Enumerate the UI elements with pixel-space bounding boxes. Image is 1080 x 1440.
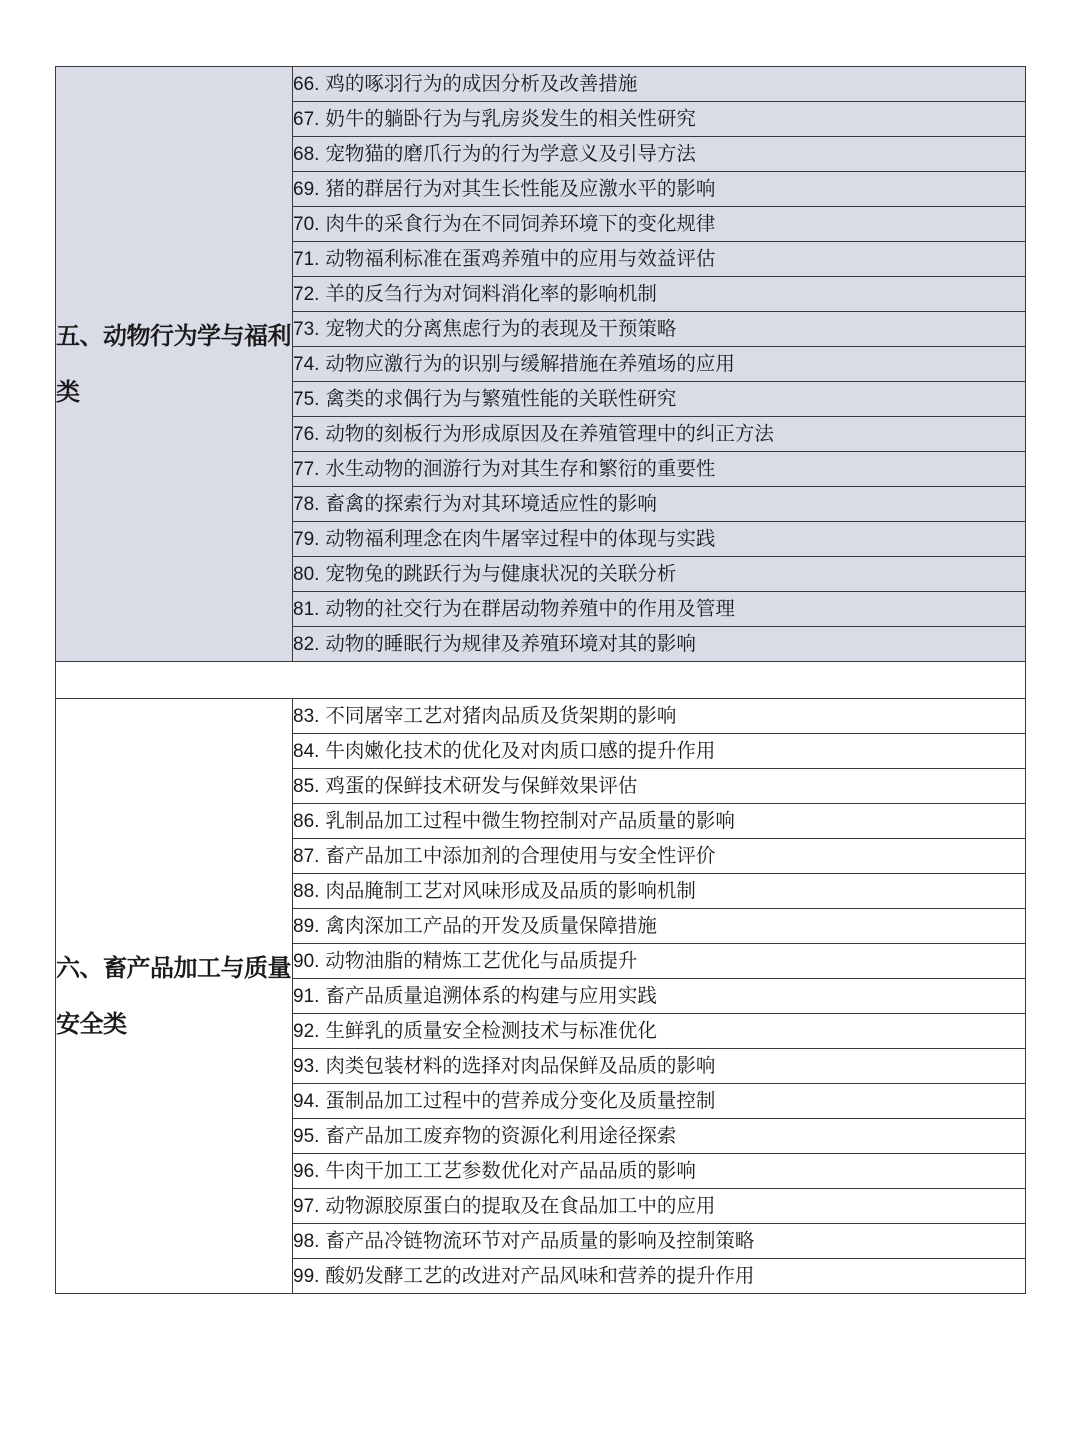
- topic-cell: [293, 839, 1026, 874]
- topic-title: 禽类的求偶行为与繁殖性能的关联性研究: [325, 387, 677, 410]
- topic-title: 动物油脂的精炼工艺优化与品质提升: [325, 949, 638, 972]
- topic-title: 禽肉深加工产品的开发及质量保障措施: [325, 914, 657, 937]
- topic-cell: [293, 1014, 1026, 1049]
- topic-title: 动物福利标准在蛋鸡养殖中的应用与效益评估: [325, 247, 716, 270]
- topic-cell: [293, 1084, 1026, 1119]
- topic-number: 79.: [293, 529, 320, 550]
- topic-number: 71.: [293, 249, 320, 270]
- topic-cell: [293, 242, 1026, 277]
- topic-cell: [293, 909, 1026, 944]
- topic-cell: [293, 1224, 1026, 1259]
- topic-cell: [293, 452, 1026, 487]
- topic-number: 82.: [293, 634, 320, 655]
- topic-title: 动物应激行为的识别与缓解措施在养殖场的应用: [325, 352, 735, 375]
- topic-cell: [293, 804, 1026, 839]
- topic-cell: [293, 699, 1026, 734]
- topic-cell: [293, 979, 1026, 1014]
- topic-title: 鸡蛋的保鲜技术研发与保鲜效果评估: [325, 774, 638, 797]
- topic-title: 畜产品加工中添加剂的合理使用与安全性评价: [325, 844, 716, 867]
- topic-cell: [293, 1259, 1026, 1294]
- topic-number: 87.: [293, 846, 320, 867]
- topic-number: 93.: [293, 1056, 320, 1077]
- topic-number: 84.: [293, 741, 320, 762]
- topic-number: 91.: [293, 986, 320, 1007]
- topic-title: 奶牛的躺卧行为与乳房炎发生的相关性研究: [325, 107, 696, 130]
- section-spacer-row: [56, 662, 1026, 699]
- topic-title: 猪的群居行为对其生长性能及应激水平的影响: [325, 177, 716, 200]
- topic-cell: [293, 382, 1026, 417]
- topic-cell: [293, 734, 1026, 769]
- topic-number: 85.: [293, 776, 320, 797]
- topic-cell: [293, 67, 1026, 102]
- table-row: [56, 67, 1026, 102]
- topic-title: 肉品腌制工艺对风味形成及品质的影响机制: [325, 879, 696, 902]
- table-row: [56, 699, 1026, 734]
- topic-number: 88.: [293, 881, 320, 902]
- topic-cell: [293, 1154, 1026, 1189]
- topic-number: 66.: [293, 74, 320, 95]
- topic-cell: [293, 277, 1026, 312]
- topic-cell: [293, 207, 1026, 242]
- topic-number: 98.: [293, 1231, 320, 1252]
- topic-number: 70.: [293, 214, 320, 235]
- topic-title: 牛肉嫩化技术的优化及对肉质口感的提升作用: [325, 739, 716, 762]
- topic-number: 96.: [293, 1161, 320, 1182]
- topic-number: 89.: [293, 916, 320, 937]
- topics-table: [55, 66, 1026, 1294]
- topic-title: 肉牛的采食行为在不同饲养环境下的变化规律: [325, 212, 716, 235]
- topic-cell: [293, 592, 1026, 627]
- topic-cell: [293, 1119, 1026, 1154]
- topic-cell: [293, 312, 1026, 347]
- topic-title: 水生动物的洄游行为对其生存和繁衍的重要性: [325, 457, 716, 480]
- topic-cell: [293, 172, 1026, 207]
- topic-number: 67.: [293, 109, 320, 130]
- topic-cell: [293, 102, 1026, 137]
- topic-cell: [293, 1189, 1026, 1224]
- topic-title: 畜禽的探索行为对其环境适应性的影响: [325, 492, 657, 515]
- topic-title: 畜产品质量追溯体系的构建与应用实践: [325, 984, 657, 1007]
- topic-number: 97.: [293, 1196, 320, 1217]
- spacer-cell: [56, 662, 1026, 699]
- topic-number: 95.: [293, 1126, 320, 1147]
- topic-number: 78.: [293, 494, 320, 515]
- topic-cell: [293, 487, 1026, 522]
- topic-title: 动物源胶原蛋白的提取及在食品加工中的应用: [325, 1194, 716, 1217]
- topic-number: 73.: [293, 319, 320, 340]
- topic-title: 鸡的啄羽行为的成因分析及改善措施: [325, 72, 638, 95]
- topic-number: 77.: [293, 459, 320, 480]
- topic-title: 牛肉干加工工艺参数优化对产品品质的影响: [325, 1159, 696, 1182]
- topic-title: 动物福利理念在肉牛屠宰过程中的体现与实践: [325, 527, 716, 550]
- topic-title: 宠物猫的磨爪行为的行为学意义及引导方法: [325, 142, 696, 165]
- topic-title: 乳制品加工过程中微生物控制对产品质量的影响: [325, 809, 735, 832]
- topic-cell: [293, 347, 1026, 382]
- topic-cell: [293, 769, 1026, 804]
- topic-title: 宠物兔的跳跃行为与健康状况的关联分析: [325, 562, 677, 585]
- category-cell: 五、动物行为学与福利类: [56, 67, 293, 662]
- topic-cell: [293, 522, 1026, 557]
- topic-number: 80.: [293, 564, 320, 585]
- topic-title: 畜产品冷链物流环节对产品质量的影响及控制策略: [325, 1229, 755, 1252]
- topic-cell: [293, 137, 1026, 172]
- topic-number: 86.: [293, 811, 320, 832]
- topics-table-body: [56, 67, 1026, 1294]
- topic-number: 90.: [293, 951, 320, 972]
- topic-cell: [293, 874, 1026, 909]
- topic-cell: [293, 944, 1026, 979]
- topic-title: 肉类包装材料的选择对肉品保鲜及品质的影响: [325, 1054, 716, 1077]
- topic-cell: [293, 627, 1026, 662]
- topic-title: 酸奶发酵工艺的改进对产品风味和营养的提升作用: [325, 1264, 755, 1287]
- topic-cell: [293, 1049, 1026, 1084]
- topic-title: 不同屠宰工艺对猪肉品质及货架期的影响: [325, 704, 677, 727]
- topic-number: 81.: [293, 599, 320, 620]
- topic-title: 蛋制品加工过程中的营养成分变化及质量控制: [325, 1089, 716, 1112]
- topic-number: 99.: [293, 1266, 320, 1287]
- topic-number: 76.: [293, 424, 320, 445]
- category-cell: 六、畜产品加工与质量安全类: [56, 699, 293, 1294]
- topic-title: 动物的刻板行为形成原因及在养殖管理中的纠正方法: [325, 422, 774, 445]
- topic-title: 生鲜乳的质量安全检测技术与标准优化: [325, 1019, 657, 1042]
- topic-title: 羊的反刍行为对饲料消化率的影响机制: [325, 282, 657, 305]
- topic-number: 94.: [293, 1091, 320, 1112]
- topic-title: 畜产品加工废弃物的资源化利用途径探索: [325, 1124, 677, 1147]
- topic-cell: [293, 557, 1026, 592]
- topic-number: 72.: [293, 284, 320, 305]
- topic-number: 92.: [293, 1021, 320, 1042]
- topic-number: 74.: [293, 354, 320, 375]
- topic-cell: [293, 417, 1026, 452]
- topic-title: 宠物犬的分离焦虑行为的表现及干预策略: [325, 317, 677, 340]
- topic-number: 75.: [293, 389, 320, 410]
- topic-title: 动物的睡眠行为规律及养殖环境对其的影响: [325, 632, 696, 655]
- topic-number: 68.: [293, 144, 320, 165]
- topic-number: 69.: [293, 179, 320, 200]
- topic-number: 83.: [293, 706, 320, 727]
- topic-title: 动物的社交行为在群居动物养殖中的作用及管理: [325, 597, 735, 620]
